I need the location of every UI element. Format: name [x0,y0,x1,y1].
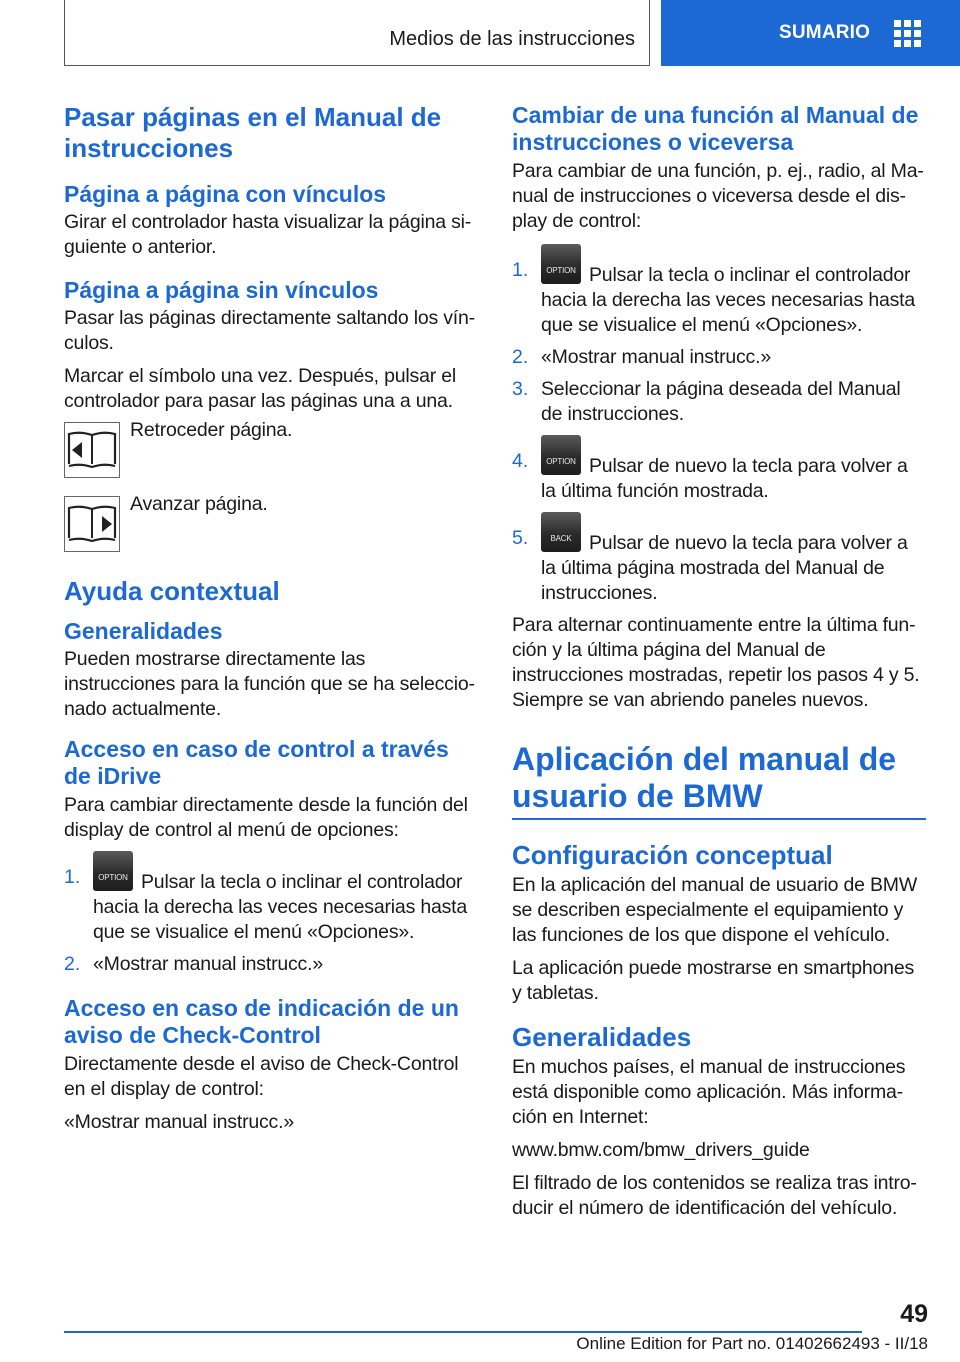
header-title: Medios de las instrucciones [389,28,635,50]
step-number: 1. [64,866,81,888]
step-text: «Mostrar manual instrucc.» [541,346,771,368]
heading-sin-vinculos: Página a página sin vínculos [64,277,379,303]
book-back-icon [64,422,120,478]
para-idrive: Para cambiar directamente desde la función del display de control al menú de opciones: [64,794,468,841]
heading-generalidades-left: Generalidades [64,618,223,644]
list-item [512,377,926,427]
forward-page-label: Avanzar página. [130,493,268,515]
step-text: Seleccionar la página deseada del Manual de instrucciones. [541,378,901,425]
left-column [64,102,478,1143]
step-number: 2. [64,953,81,975]
book-forward-icon [64,496,120,552]
step-number: 4. [512,450,529,472]
grid-menu-icon [894,20,921,47]
para-configuracion-1: En la aplicación del manual de usuario de BMW se describen especialmente el equipamiento y las funciones de los que dispone el vehículo. [512,874,918,946]
heading-cambiar: Cambiar de una función al Manual de instrucciones o viceversa [512,102,919,155]
list-item [512,345,926,370]
para-con-vinculos: Girar el controlador hasta visualizar la página si-guiente o anterior. [64,211,472,258]
sumario-label: SUMARIO [779,22,871,43]
step-text: «Mostrar manual instrucc.» [93,953,323,975]
para-check-control: Directamente desde el aviso de Check-Control en el display de control: [64,1053,459,1100]
para-generalidades-left: Pueden mostrarse directamente las instrucciones para la función que se ha seleccio-nado actualmente. [64,648,475,720]
step-text: Pulsar la tecla o inclinar el controlador hacia la derecha las veces necesarias hasta que se visualice el menú «Opciones». [93,871,468,943]
header-title-box [64,0,650,66]
section-divider [512,818,926,820]
heading-ayuda: Ayuda contextual [64,576,280,606]
heading-pasar: Pasar páginas en el Manual de instrucciones [64,102,442,163]
heading-con-vinculos: Página a página con vínculos [64,181,387,207]
list-item [512,526,926,606]
list-item [512,258,926,338]
para-cambiar: Para cambiar de una función, p. ej., radio, al Ma-nual de instrucciones o viceversa desde el dis-play de control: [512,160,924,232]
page-number: 49 [900,1300,928,1328]
forward-page-row [64,493,478,552]
footer-rule [64,1331,862,1333]
heading-generalidades-right: Generalidades [512,1022,692,1052]
para-configuracion-2: La aplicación puede mostrarse en smartphones y tabletas. [512,957,915,1004]
para-sin-vinculos-1: Pasar las páginas directamente saltando los vín-culos. [64,307,475,354]
heading-check-control: Acceso en caso de indicación de un aviso de Check-Control [64,995,459,1048]
back-page-label: Retroceder página. [130,419,293,441]
heading-configuracion: Configuración conceptual [512,840,833,870]
back-button-icon: BACK [541,512,581,552]
sumario-button[interactable] [661,0,960,66]
step-number: 3. [512,378,529,400]
heading-idrive: Acceso en caso de control a través de iDrive [64,736,449,789]
step-text: Pulsar de nuevo la tecla para volver a la última función mostrada. [541,455,908,502]
footer-edition: Online Edition for Part no. 01402662493 - II/18 [576,1334,928,1353]
heading-aplicacion: Aplicación del manual de usuario de BMW [512,741,897,814]
step-text: Pulsar la tecla o inclinar el controlador hacia la derecha las veces necesarias hasta que se visualice el menú «Opciones». [541,264,916,336]
list-item [64,952,478,977]
step-number: 5. [512,527,529,549]
step-text: Pulsar de nuevo la tecla para volver a la última página mostrada del Manual de instrucciones. [541,532,908,604]
option-button-icon: OPTION [541,435,581,475]
step-number: 2. [512,346,529,368]
back-page-row [64,419,478,478]
list-item [64,865,478,945]
right-column [512,102,926,1229]
list-item [512,449,926,504]
step-number: 1. [512,259,529,281]
para-alternar: Para alternar continuamente entre la última fun-ción y la última página del Manual de instrucciones mostradas, repetir los pasos 4 y 5. Siempre se van abriendo paneles nuevos. [512,614,920,711]
para-generalidades-right-3: El filtrado de los contenidos se realiza tras intro-ducir el número de identificación del vehículo. [512,1172,917,1219]
para-sin-vinculos-2: Marcar el símbolo una vez. Después, pulsar el controlador para pasar las páginas una a una. [64,365,457,412]
para-check-control-2: «Mostrar manual instrucc.» [64,1111,294,1133]
option-button-icon: OPTION [541,244,581,284]
option-button-icon: OPTION [93,851,133,891]
para-generalidades-right-1: En muchos países, el manual de instrucciones está disponible como aplicación. Más informa-ción en Internet: [512,1056,906,1128]
url-drivers-guide[interactable]: www.bmw.com/bmw_drivers_guide [512,1139,810,1161]
